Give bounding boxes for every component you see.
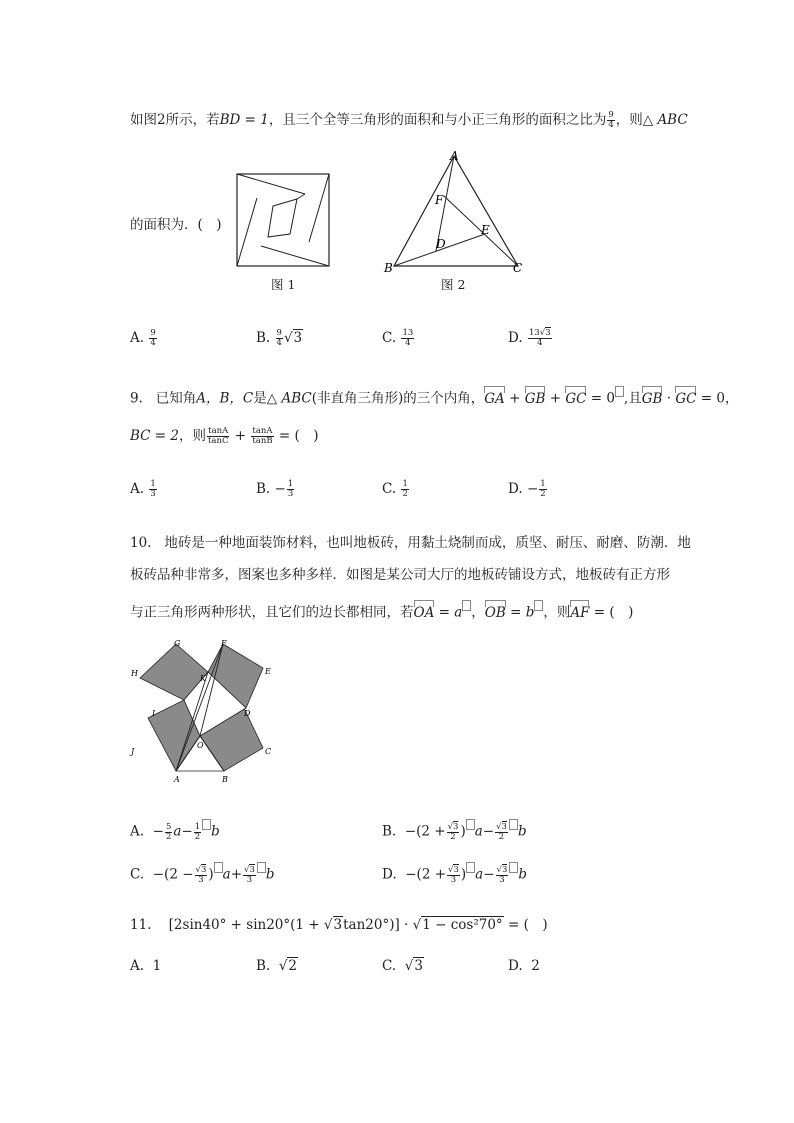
q8-option-a[interactable]: [130, 329, 158, 348]
q8-text: 的面积为．( ): [130, 217, 222, 233]
eq-sign: =: [510, 604, 522, 621]
option-frac: [401, 329, 414, 348]
q11-expr: [2sin40° + sin20°(1 +: [168, 917, 320, 933]
option-letter: B.: [382, 823, 397, 840]
q9-bc-eq: BC = 2: [130, 428, 179, 444]
frac-num: 1: [150, 479, 156, 489]
q8-abc: ABC: [657, 112, 688, 128]
q11-tail: = ( ): [507, 917, 548, 933]
vector-gb: GB: [524, 390, 546, 407]
q9-frac-1: [207, 427, 229, 446]
option-letter: D.: [508, 958, 523, 974]
q8-option-b[interactable]: [256, 329, 303, 348]
placeholder-box: [509, 862, 518, 873]
q9-text: 已知角: [155, 390, 197, 407]
option-expr: ): [460, 823, 466, 840]
frac-den: 4: [608, 120, 614, 130]
label-E: E: [265, 667, 271, 676]
q8-stem-line2: [130, 213, 222, 233]
q8-text: ，则: [615, 112, 643, 128]
q9-text: (非直角三角形)的三个内角，: [311, 390, 485, 407]
frac-num: √3: [448, 864, 459, 875]
frac-num: √3: [195, 864, 207, 875]
option-expr: −(2 +: [405, 866, 447, 883]
option-frac: [447, 866, 460, 885]
q10-option-c[interactable]: [130, 862, 275, 885]
q8-fig1-caption: 图 1: [271, 277, 296, 292]
frac-num: 13: [402, 328, 414, 338]
radicand: 2: [288, 958, 298, 974]
label-D: D: [436, 237, 446, 251]
q9-abc: ABC: [281, 390, 312, 407]
option-letter: A.: [130, 958, 145, 974]
option-expr: ): [208, 866, 214, 883]
option-frac: [149, 329, 156, 348]
frac-den: 4: [276, 338, 282, 348]
placeholder-box: [257, 862, 266, 873]
question-number: 10.: [130, 535, 152, 551]
q8-figure-2: [380, 148, 530, 276]
frac-den: tanB: [252, 436, 273, 446]
var-b: b: [265, 866, 275, 883]
placeholder-box: [615, 386, 624, 397]
option-sign: −: [526, 481, 539, 497]
frac-num: 1: [287, 479, 294, 489]
label-K: K: [200, 674, 206, 683]
q10-stem-line2: [130, 563, 670, 583]
label-A: A: [450, 149, 459, 163]
option-letter: C.: [130, 866, 145, 883]
vector-gc: GC: [565, 390, 587, 407]
q8-option-d[interactable]: [508, 329, 553, 348]
var-a: a: [474, 823, 483, 840]
sqrt: √1 − cos²70°: [412, 917, 503, 933]
radicand: 3: [501, 821, 507, 832]
var-b: b: [518, 866, 528, 883]
option-sign: −: [482, 823, 495, 840]
frac-num: √3: [447, 821, 459, 832]
frac-den: tanC: [207, 436, 229, 446]
option-frac: [539, 480, 546, 499]
option-letter: D.: [382, 866, 397, 883]
frac-num: 5: [165, 821, 172, 832]
option-letter: C.: [382, 481, 397, 497]
placeholder-box: [202, 819, 211, 830]
q10-text: 板砖品种非常多，图案也多种多样．如图是某公司大厅的地板砖铺设方式，地板砖有正方形: [130, 567, 670, 583]
q10-text: ，则: [543, 604, 571, 621]
comma: ，: [471, 604, 485, 621]
option-sign: −: [181, 823, 193, 840]
frac-den: 2: [402, 489, 408, 499]
label-A: A: [174, 775, 180, 784]
label-C: C: [513, 261, 523, 275]
var-a: a: [173, 823, 182, 840]
option-letter: A.: [130, 330, 145, 346]
option-letter: D.: [508, 481, 523, 497]
frac-num: √3: [496, 864, 508, 875]
radicand: 1 − cos²70°: [422, 917, 503, 933]
option-sign: −: [152, 823, 164, 840]
radicand: 3: [501, 864, 508, 875]
q11-option-a[interactable]: [130, 958, 161, 974]
q10-option-a[interactable]: [130, 819, 220, 842]
vector-gc: GC: [675, 390, 697, 407]
option-letter: B.: [256, 330, 271, 346]
placeholder-box: [466, 819, 475, 830]
q9-stem-line2: BC = 2，则 $\frac{\tan A}{\tan C}$ + $\frac{\tan A}{\tan B}$ = ( ): [130, 426, 319, 446]
placeholder-box: [466, 862, 475, 873]
label-F: F: [221, 639, 227, 648]
option-frac: [165, 823, 172, 842]
sqrt: √3: [323, 917, 343, 933]
option-expr: ): [460, 866, 467, 883]
option-frac: [276, 329, 283, 348]
radicand: 3: [293, 330, 303, 346]
var-a: a: [454, 604, 463, 621]
q8-text: 如图2所示，若: [130, 112, 220, 128]
num-int: 13: [528, 328, 540, 338]
label-D: D: [244, 709, 251, 718]
radicand: 3: [545, 328, 551, 338]
placeholder-box: [214, 862, 223, 873]
sqrt: √2: [278, 958, 298, 974]
option-letter: A.: [130, 481, 145, 497]
q11-stem: [130, 913, 548, 933]
frac-den: 2: [450, 831, 456, 842]
frac-num: √3: [496, 821, 507, 832]
frac-den: 3: [499, 874, 505, 885]
vector-ob: OB: [484, 604, 506, 621]
q11-option-d[interactable]: [508, 958, 540, 974]
frac-den: 2: [194, 831, 201, 842]
question-number: 11.: [130, 917, 152, 933]
q10-stem-line1: [130, 531, 691, 551]
frac-den: 4: [537, 338, 543, 348]
vector-gb: GB: [641, 390, 663, 407]
q9-text: ,且: [623, 390, 642, 407]
q8-stem-line1: [130, 108, 688, 130]
option-frac: [401, 480, 408, 499]
vector-ga: GA: [484, 390, 505, 407]
q9-tail: = ( ): [278, 428, 319, 444]
q9-option-c[interactable]: [382, 480, 410, 499]
q8-fig2-caption: 图 2: [441, 277, 466, 292]
q10-tail: = ( ): [593, 604, 634, 621]
dot-sign: ·: [666, 390, 672, 407]
frac-num: √3: [244, 864, 255, 875]
option-frac: [195, 866, 208, 885]
sqrt: √3: [404, 958, 423, 974]
q9-stem-line1: [130, 386, 738, 407]
frac-num: 1: [402, 479, 408, 489]
q9-option-d[interactable]: [508, 480, 548, 499]
q9-option-a[interactable]: [130, 480, 158, 499]
radicand: 3: [249, 864, 255, 875]
option-frac: [287, 480, 294, 499]
option-letter: B.: [256, 958, 271, 974]
label-J: J: [131, 747, 135, 756]
option-expr: −(2 −: [152, 866, 194, 883]
label-F: F: [435, 193, 444, 207]
eq-sign: =: [438, 604, 450, 621]
option-expr: −(2 +: [404, 823, 446, 840]
radicand: 3: [453, 821, 459, 832]
frac-num: 13√3: [528, 328, 551, 338]
frac-den: 2: [498, 831, 505, 842]
option-letter: C.: [382, 958, 397, 974]
q10-option-b[interactable]: [382, 819, 527, 842]
option-value: 1: [152, 958, 162, 974]
var-a: a: [475, 866, 484, 883]
q10-option-d[interactable]: [382, 862, 527, 885]
var-a: a: [222, 866, 231, 883]
q11-option-b[interactable]: [256, 958, 298, 974]
option-frac: [528, 329, 552, 348]
label-B: B: [222, 775, 228, 784]
radicand: 3: [200, 864, 207, 875]
q11-expr: tan20°)] ·: [343, 917, 409, 933]
frac-den: 3: [150, 489, 156, 499]
option-frac: [495, 823, 508, 842]
q10-text: 与正三角形两种形状，且它们的边长都相同，若: [130, 604, 414, 621]
frac-den: 2: [165, 831, 172, 842]
q10-tile-figure: [128, 636, 278, 784]
frac-num: tanA: [252, 426, 273, 436]
frac-den: 2: [540, 489, 546, 499]
q8-figure-1: [236, 173, 330, 267]
option-letter: B.: [256, 481, 271, 497]
label-G: G: [174, 639, 181, 648]
frac-den: 3: [287, 489, 294, 499]
q9-frac-2: [251, 427, 273, 446]
question-number: 9.: [130, 390, 143, 407]
q11-option-c[interactable]: [382, 958, 424, 974]
frac-num: 9: [608, 110, 614, 120]
option-frac: [496, 866, 509, 885]
frac-den: 4: [150, 338, 156, 348]
plus-sign: +: [549, 390, 562, 407]
frac-num: 9: [276, 328, 282, 338]
option-letter: D.: [508, 330, 523, 346]
label-C: C: [265, 747, 272, 756]
q10-stem-line3: [130, 600, 633, 621]
eq-zero: = 0: [590, 390, 615, 407]
option-sign: +: [230, 866, 243, 883]
frac-num: 1: [194, 821, 201, 832]
triangle-symbol: △: [266, 390, 278, 407]
triangle-symbol: △: [642, 112, 654, 128]
q9-text: ，则: [178, 428, 206, 444]
vector-oa: OA: [413, 604, 435, 621]
q8-option-c[interactable]: [382, 329, 415, 348]
option-frac: [447, 823, 460, 842]
option-value: 2: [531, 958, 540, 974]
plus-sign: +: [509, 390, 521, 407]
label-O: O: [197, 741, 204, 750]
radicand: 3: [333, 917, 343, 933]
option-frac: [243, 866, 256, 885]
q8-ratio: [607, 111, 614, 130]
q10-text: 地砖是一种地面装饰材料，也叫地板砖，用黏土烧制而成，质坚、耐压、耐磨、防潮．地: [164, 535, 691, 551]
frac-num: tanA: [208, 426, 229, 436]
frac-den: 3: [246, 874, 253, 885]
vector-af: AF: [570, 604, 590, 621]
option-letter: A.: [130, 823, 145, 840]
option-frac: [149, 480, 156, 499]
radicand: 3: [453, 864, 459, 875]
label-E: E: [481, 223, 490, 237]
var-b: b: [525, 604, 535, 621]
option-sign: −: [274, 481, 286, 497]
option-letter: C.: [382, 330, 397, 346]
q9-option-b[interactable]: [256, 480, 295, 499]
option-frac: [194, 823, 201, 842]
frac-num: 9: [150, 328, 156, 338]
placeholder-box: [462, 600, 471, 611]
option-sign: −: [483, 866, 495, 883]
placeholder-box: [534, 600, 543, 611]
q8-text: ，且三个全等三角形的面积和与小正三角形的面积之比为: [268, 112, 607, 128]
var-b: b: [211, 823, 220, 840]
radicand: 3: [414, 958, 423, 974]
var-b: b: [517, 823, 527, 840]
q9-text: = 0，: [700, 390, 739, 407]
q8-bd-eq: BD = 1: [219, 112, 269, 128]
frac-den: 3: [450, 874, 457, 885]
frac-num: 1: [540, 479, 546, 489]
q9-text: 是: [253, 390, 267, 407]
label-H: H: [131, 669, 138, 678]
sqrt: √3: [283, 330, 303, 346]
q9-angles: A，B，C: [196, 390, 254, 407]
placeholder-box: [509, 819, 518, 830]
frac-den: 3: [198, 874, 204, 885]
label-I: I: [152, 709, 156, 718]
frac-den: 4: [405, 338, 411, 348]
label-B: B: [384, 261, 393, 275]
